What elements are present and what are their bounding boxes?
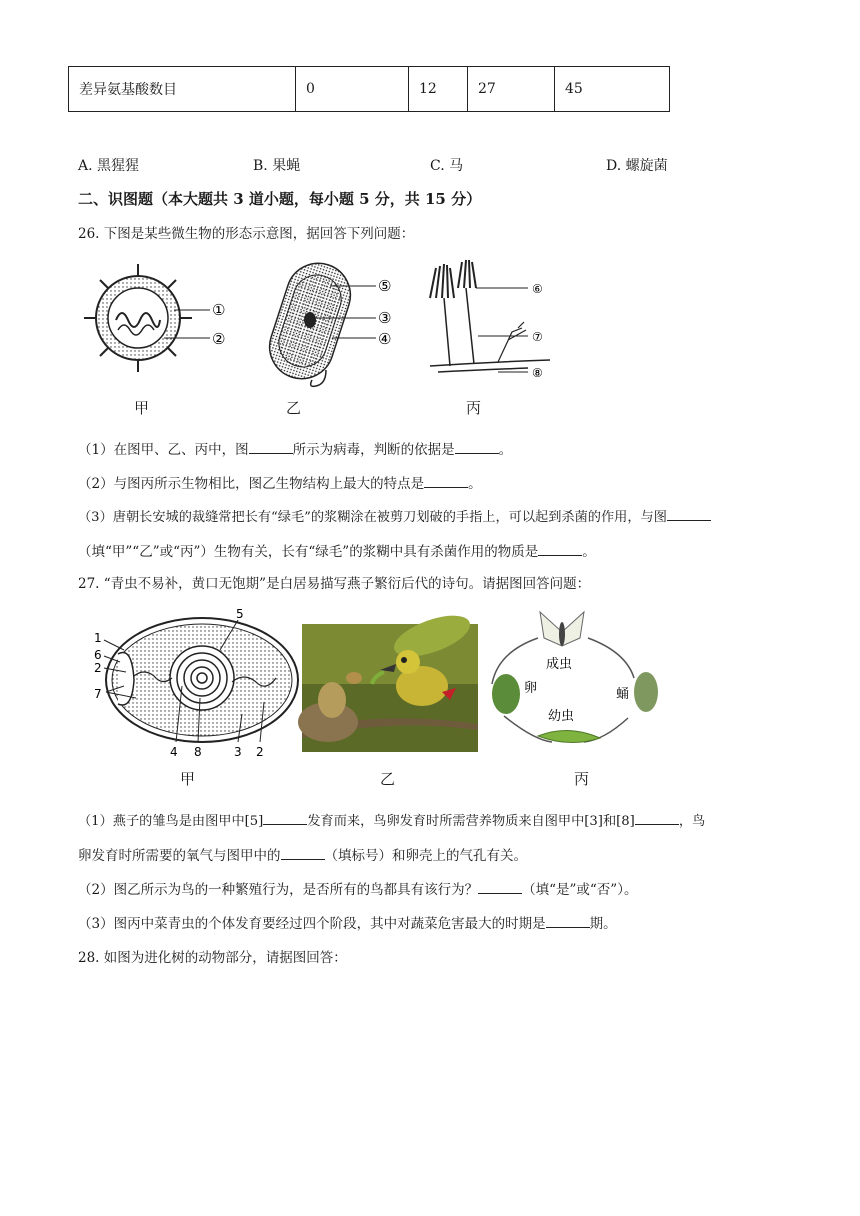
fig-caption: 丙 [466, 399, 482, 417]
q26-sub1: （1）在图甲、乙、丙中，图 所示为病毒，判断的依据是 。 [78, 438, 512, 458]
mold-label: ⑧ [532, 366, 543, 380]
q27-sub1-line2: 卵发育时所需要的氧气与图甲中的 （填标号）和卵壳上的气孔有关。 [78, 844, 527, 864]
egg-label: 2 [256, 745, 264, 759]
q27-sub2: （2）图乙所示为鸟的一种繁殖行为，是否所有的鸟都具有该行为？ （填“是”或“否”）。 [78, 878, 637, 898]
table-cell: 45 [555, 67, 670, 112]
bacterium-label: ⑤ [378, 277, 392, 295]
q27-sub1-line1: （1）燕子的雏鸟是由图甲中[5] 发育而来，鸟卵发育时所需营养物质来自图甲中[3]和[8] ，鸟 [78, 810, 705, 829]
option-c: C. 马 [430, 158, 464, 174]
table-cell: 12 [409, 67, 468, 112]
mold-label: ⑦ [532, 330, 543, 344]
fig-caption: 丙 [574, 770, 590, 788]
bacterium-label: ④ [378, 330, 392, 348]
mold-drawing [430, 260, 550, 372]
table-row-label: 差异氨基酸数目 [69, 67, 296, 112]
egg-drawing [94, 607, 298, 759]
egg-label: 3 [234, 745, 242, 759]
section-title: 二、识图题（本大题共 3 道小题，每小题 5 分，共 15 分） [78, 190, 482, 208]
option-a: A. 黑猩猩 [78, 158, 140, 174]
egg-label: 4 [170, 745, 178, 759]
fig-caption: 甲 [134, 399, 150, 417]
amino-acid-table [68, 66, 670, 112]
fig-caption: 甲 [180, 770, 196, 788]
q28-stem: 28. 如图为进化树的动物部分，请据图回答： [78, 950, 347, 966]
q26-sub3-line1: （3）唐朝长安城的裁缝常把长有“绿毛”的浆糊涂在被剪刀划破的手指上，可以起到杀菌的作用，与图 [78, 506, 711, 525]
option-b: B. 果蝇 [253, 158, 301, 174]
table-cell: 27 [468, 67, 555, 112]
life-cycle-diagram [492, 612, 658, 743]
option-d: D. 螺旋菌 [606, 158, 668, 174]
cycle-label-pupa: 蛹 [616, 687, 630, 702]
egg-label: 2 [94, 661, 102, 675]
egg-label: 6 [94, 648, 102, 662]
bird-figure [92, 606, 672, 762]
virus-label: ① [212, 301, 226, 319]
q26-stem: 26. 下图是某些微生物的形态示意图，据回答下列问题： [78, 226, 415, 242]
q27-sub3: （3）图丙中菜青虫的个体发育要经过四个阶段，其中对蔬菜危害最大的时期是 期。 [78, 912, 617, 932]
table-row [69, 67, 670, 112]
q26-sub3-line2: （填“甲”“乙”或“丙”）生物有关，长有“绿毛”的浆糊中具有杀菌作用的物质是 。 [78, 540, 596, 560]
virus-drawing [84, 264, 225, 372]
fig-caption: 乙 [286, 399, 302, 417]
bacterium-label: ③ [378, 309, 392, 327]
table-cell: 0 [296, 67, 409, 112]
microbe-figure [78, 258, 558, 388]
cycle-label-egg: 卵 [524, 681, 538, 696]
virus-label: ② [212, 330, 226, 348]
fig-caption: 乙 [380, 770, 396, 788]
egg-label: 1 [94, 631, 102, 645]
q27-stem: 27. “青虫不易补，黄口无饱期”是白居易描写燕子繁衍后代的诗句。请据图回答问题： [78, 576, 591, 592]
egg-label: 8 [194, 745, 202, 759]
cycle-label-larva: 幼虫 [548, 709, 575, 724]
egg-label: 7 [94, 687, 102, 701]
egg-label: 5 [236, 607, 244, 621]
mold-label: ⑥ [532, 282, 543, 296]
q26-sub2: （2）与图丙所示生物相比，图乙生物结构上最大的特点是 。 [78, 472, 482, 492]
bird-feeding-photo [298, 607, 478, 752]
cycle-label-adult: 成虫 [546, 657, 573, 672]
bacterium-drawing [261, 258, 391, 387]
